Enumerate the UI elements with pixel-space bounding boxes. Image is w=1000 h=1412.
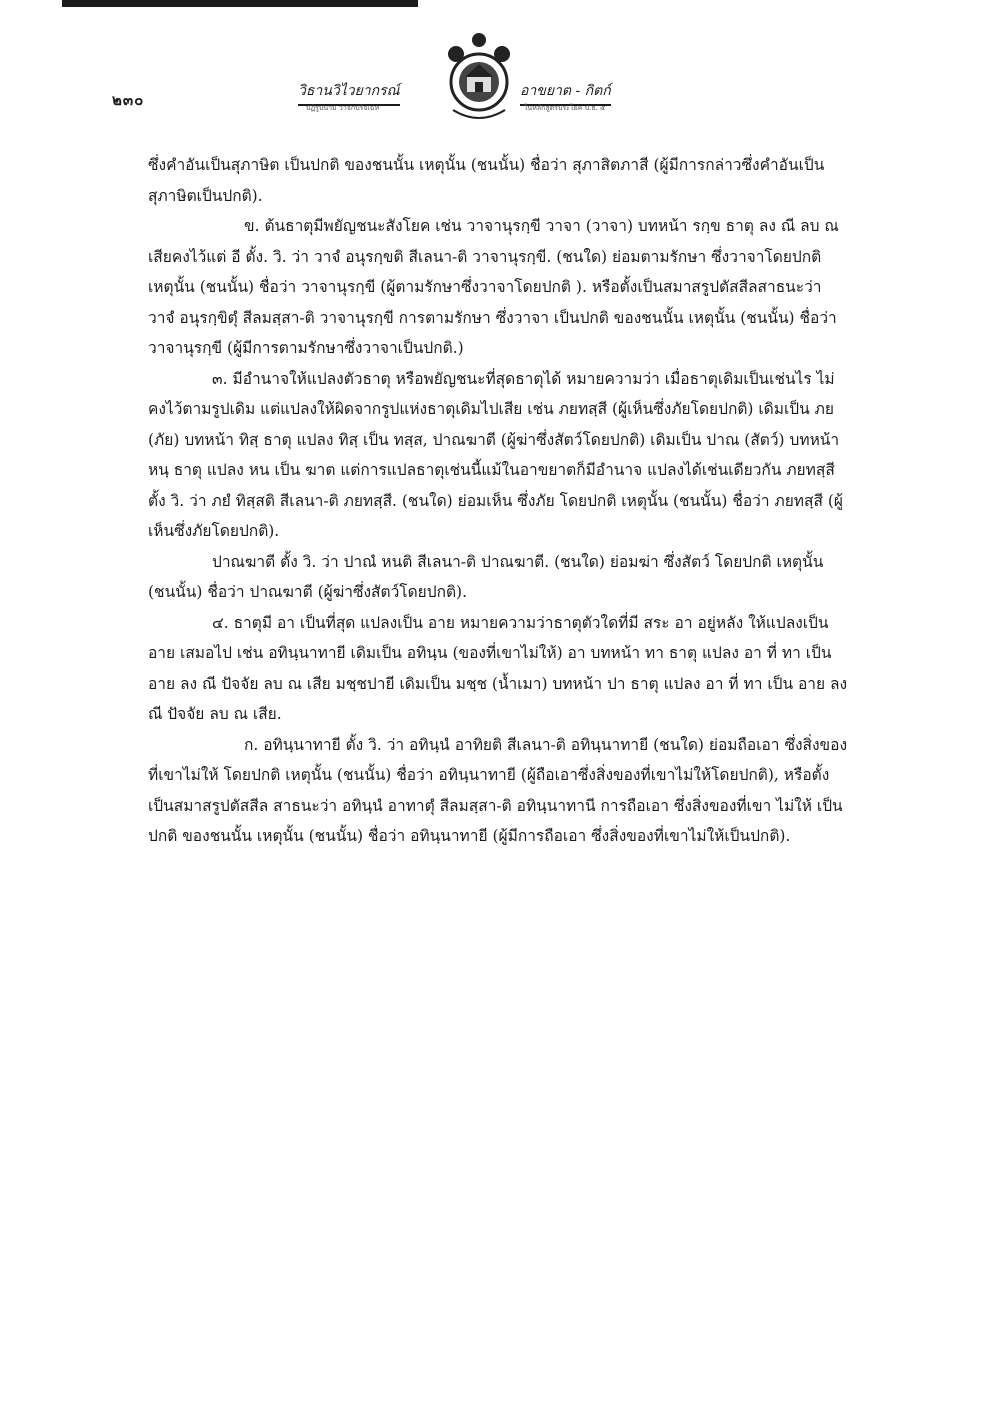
temple-seal-icon: [436, 30, 522, 126]
header-right-subtitle: ในหลักสูตรประโยค ป.ธ. ๕: [524, 104, 606, 112]
header-right-title: อาขยาต - กิตก์: [520, 80, 611, 106]
paragraph-continuation: ซึ่งคำอันเป็นสุภาษิต เป็นปกติ ของชนนั้น เหตุนั้น (ชนนั้น) ชื่อว่า สุภาสิตภาสี (ผู้มีการกล่าวซึ่งคำอันเป็นสุภาษิตเป็นปกติ).: [148, 156, 825, 205]
page-header: [0, 0, 1000, 140]
paragraph-rule-4: ๔. ธาตุมี อา เป็นที่สุด แปลงเป็น อาย หมายความว่าธาตุตัวใดที่มี สระ อา อยู่หลัง ให้แปลงเป็นอาย เสมอไป เช่น อทินฺนาทายี เดิมเป็น อทินฺน (ของที่เขาไม่ให้) อา บทหน้า ทา ธาตุ แปลง อา ที่ ทา เป็น อาย ลง ณี ปัจจัย ลบ ณ เสีย มชฺชปายี เดิมเป็น มชฺช (น้ำเมา) บทหน้า ปา ธาตุ แปลง อา ที่ ทา เป็น อาย ลง ณี ปัจจัย ลบ ณ เสีย.: [148, 613, 848, 723]
paragraph-panaghati: ปาณฆาตี ตั้ง วิ. ว่า ปาณํ หนติ สีเลนา-ติ ปาณฆาตี. (ชนใด) ย่อมฆ่า ซึ่งสัตว์ โดยปกติ เหตุนั้น (ชนนั้น) ชื่อว่า ปาณฆาตี (ผู้ฆ่าซึ่งสัตว์โดยปกติ).: [148, 552, 824, 601]
document-body: [148, 150, 848, 852]
paragraph-kha: ข. ต้นธาตุมีพยัญชนะสังโยค เช่น วาจานุรกฺขี วาจา (วาจา) บทหน้า รกฺข ธาตุ ลง ณี ลบ ณ เสียคงไว้แต่ อี ตั้ง. วิ. ว่า วาจํ อนุรกฺขติ สีเลนา-ติ วาจานุรกฺขี. (ชนใด) ย่อมตามรักษา ซึ่งวาจาโดยปกติ เหตุนั้น (ชนนั้น) ชื่อว่า วาจานุรกฺขี (ผู้ตามรักษาซึ่งวาจาโดยปกติ ). หรือตั้งเป็นสมาสรูปตัสสีลสาธนะว่า วาจํ อนุรกฺขิตุํ สีลมสฺสา-ติ วาจานุรกฺขี การตามรักษา ซึ่งวาจา เป็นปกติ ของชนนั้น เหตุนั้น (ชนนั้น) ชื่อว่า วาจานุรกฺขี (ผู้มีการตามรักษาซึ่งวาจาเป็นปกติ.): [148, 217, 839, 357]
header-left-title: วิธานวิไวยากรณ์: [298, 80, 400, 106]
header-left-subtitle: ปฏิรูปนาม วาจกปริจเฉท: [306, 104, 380, 112]
paragraph-rule-3: ๓. มีอำนาจให้แปลงตัวธาตุ หรือพยัญชนะที่สุดธาตุได้ หมายความว่า เมื่อธาตุเดิมเป็นเช่นไร ไม่คงไว้ตามรูปเดิม แต่แปลงให้ผิดจากรูปแห่งธาตุเดิมไปเสีย เช่น ภยทสฺสี (ผู้เห็นซึ่งภัยโดยปกติ) เดิมเป็น ภย (ภัย) บทหน้า ทิสฺ ธาตุ แปลง ทิสฺ เป็น ทสฺส, ปาณฆาตี (ผู้ฆ่าซึ่งสัตว์โดยปกติ) เดิมเป็น ปาณ (สัตว์) บทหน้า หนฺ ธาตุ แปลง หน เป็น ฆาต แต่การแปลธาตุเช่นนี้แม้ในอาขยาตก็มีอำนาจ แปลงได้เช่นเดียวกัน ภยทสฺสี ตั้ง วิ. ว่า ภยํ ทิสฺสติ สีเลนา-ติ ภยทสฺสี. (ชนใด) ย่อมเห็น ซึ่งภัย โดยปกติ เหตุนั้น (ชนนั้น) ชื่อว่า ภยทสฺสี (ผู้เห็นซึ่งภัยโดยปกติ).: [148, 369, 843, 540]
paragraph-ko: ก. อทินฺนาทายี ตั้ง วิ. ว่า อทินฺนํ อาทิยติ สีเลนา-ติ อทินฺนาทายี (ชนใด) ย่อมถือเอา ซึ่งสิ่งของที่เขาไม่ให้ โดยปกติ เหตุนั้น (ชนนั้น) ชื่อว่า อทินฺนาทายี (ผู้ถือเอาซึ่งสิ่งของที่เขาไม่ให้โดยปกติ), หรือตั้งเป็นสมาสรูปตัสสีล สาธนะว่า อทินฺนํ อาทาตุํ สีลมสฺสา-ติ อทินฺนาทานี การถือเอา ซึ่งสิ่งของที่เขา ไม่ให้ เป็นปกติ ของชนนั้น เหตุนั้น (ชนนั้น) ชื่อว่า อทินฺนาทายี (ผู้มีการถือเอา ซึ่งสิ่งของที่เขาไม่ให้เป็นปกติ).: [148, 735, 848, 845]
page-number: ๒๓๐: [112, 91, 145, 109]
